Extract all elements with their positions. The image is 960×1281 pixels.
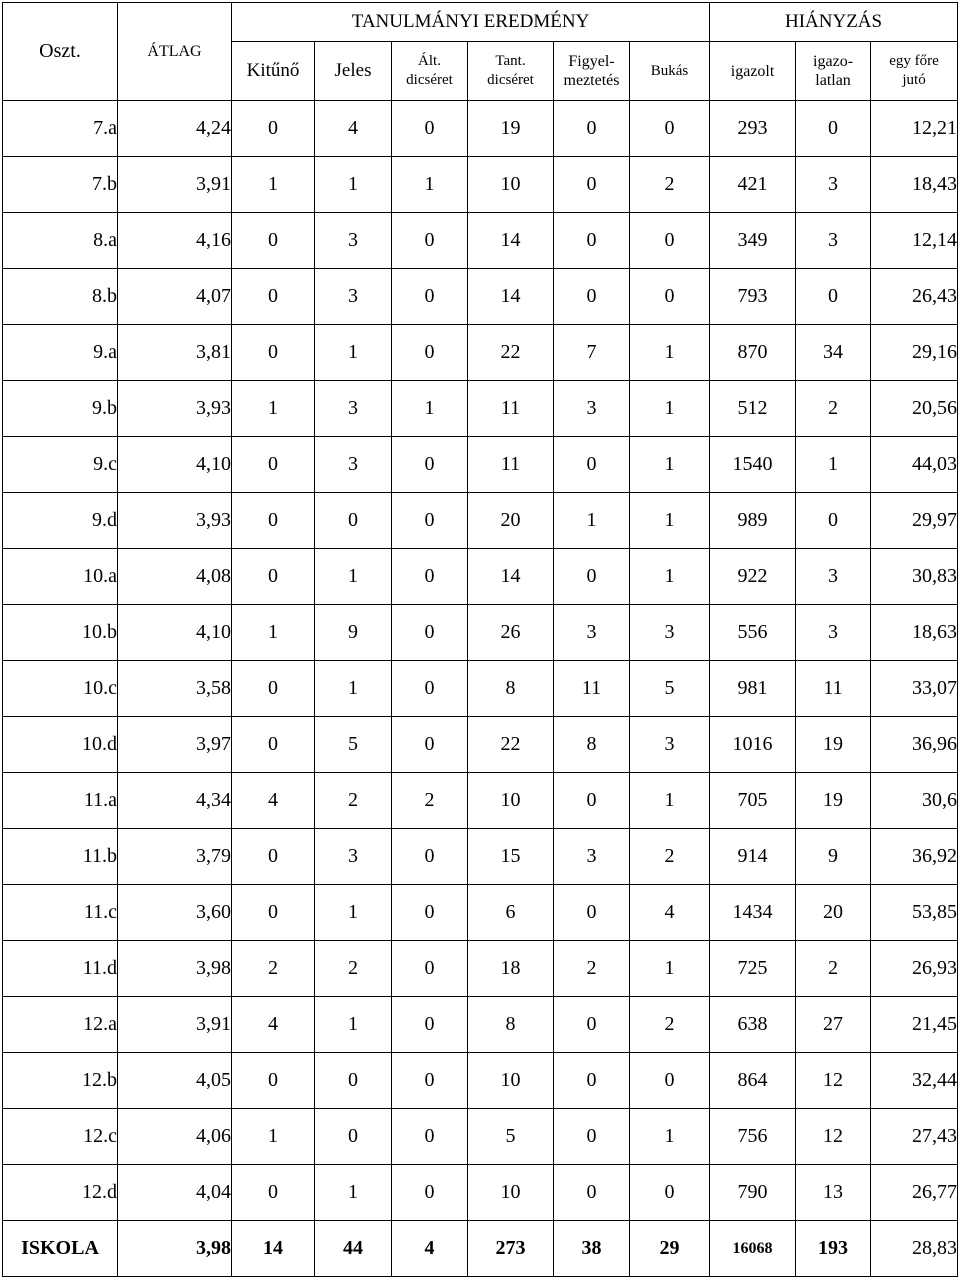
cell-tant-dicseret: 10: [468, 1053, 554, 1109]
cell-igazolatlan: 34: [796, 325, 871, 381]
cell-tant-dicseret: 10: [468, 773, 554, 829]
header-kituno: Kitűnő: [232, 42, 315, 101]
cell-igazolt: 638: [710, 997, 796, 1053]
cell-kituno: 0: [232, 717, 315, 773]
header-class: Oszt.: [3, 3, 118, 101]
cell-figyelmeztetes: 3: [554, 381, 630, 437]
cell-bukas: 1: [630, 325, 710, 381]
cell-alt-dicseret: 0: [392, 605, 468, 661]
cell-egy-fore-juto: 29,16: [871, 325, 958, 381]
cell-bukas: 5: [630, 661, 710, 717]
cell-igazolt: 725: [710, 941, 796, 997]
header-jeles: Jeles: [315, 42, 392, 101]
cell-figyelmeztetes: 11: [554, 661, 630, 717]
cell-egy-fore-juto: 33,07: [871, 661, 958, 717]
table-row: [3, 325, 958, 381]
cell-tant-dicseret: 18: [468, 941, 554, 997]
cell-jeles: 3: [315, 213, 392, 269]
cell-kituno: 0: [232, 549, 315, 605]
cell-average: 4,10: [118, 437, 232, 493]
cell-jeles: 2: [315, 773, 392, 829]
cell-bukas: 1: [630, 549, 710, 605]
cell-igazolatlan: 27: [796, 997, 871, 1053]
cell-igazolatlan: 0: [796, 269, 871, 325]
cell-igazolatlan: 20: [796, 885, 871, 941]
cell-figyelmeztetes: 7: [554, 325, 630, 381]
cell-jeles: 1: [315, 325, 392, 381]
cell-average: 3,98: [118, 941, 232, 997]
table-row: [3, 1165, 958, 1221]
cell-class: 8.b: [3, 269, 118, 325]
cell-average: 4,06: [118, 1109, 232, 1165]
cell-igazolt: 756: [710, 1109, 796, 1165]
cell-igazolt: 293: [710, 101, 796, 157]
cell-egy-fore-juto: 30,6: [871, 773, 958, 829]
cell-bukas: 2: [630, 157, 710, 213]
cell-igazolt: 790: [710, 1165, 796, 1221]
cell-class: 9.c: [3, 437, 118, 493]
cell-figyelmeztetes: 38: [554, 1221, 630, 1277]
header-absences: HIÁNYZÁS: [710, 3, 958, 42]
header-egy-fore-juto: [871, 42, 958, 101]
cell-tant-dicseret: 273: [468, 1221, 554, 1277]
header-bukas: Bukás: [630, 42, 710, 101]
cell-class: 10.d: [3, 717, 118, 773]
header-tant-dicseret-line2: dicséret: [487, 72, 534, 88]
cell-bukas: 2: [630, 997, 710, 1053]
cell-igazolt: 981: [710, 661, 796, 717]
cell-tant-dicseret: 14: [468, 213, 554, 269]
table-row: [3, 493, 958, 549]
cell-bukas: 1: [630, 437, 710, 493]
cell-alt-dicseret: 4: [392, 1221, 468, 1277]
cell-kituno: 4: [232, 773, 315, 829]
header-egy-fore-line2: jutó: [902, 72, 926, 88]
table-row: [3, 1053, 958, 1109]
cell-alt-dicseret: 0: [392, 269, 468, 325]
cell-average: 3,81: [118, 325, 232, 381]
cell-jeles: 9: [315, 605, 392, 661]
cell-class: 9.d: [3, 493, 118, 549]
table-row: [3, 829, 958, 885]
table-row: [3, 717, 958, 773]
cell-bukas: 1: [630, 493, 710, 549]
cell-kituno: 4: [232, 997, 315, 1053]
cell-egy-fore-juto: 26,43: [871, 269, 958, 325]
cell-figyelmeztetes: 0: [554, 549, 630, 605]
cell-average: 4,07: [118, 269, 232, 325]
cell-kituno: 0: [232, 325, 315, 381]
cell-kituno: 0: [232, 437, 315, 493]
cell-kituno: 0: [232, 829, 315, 885]
table-row: [3, 605, 958, 661]
cell-egy-fore-juto: 36,92: [871, 829, 958, 885]
cell-tant-dicseret: 22: [468, 325, 554, 381]
header-igazolatlan: [796, 42, 871, 101]
cell-igazolatlan: 19: [796, 773, 871, 829]
cell-jeles: 1: [315, 549, 392, 605]
cell-figyelmeztetes: 0: [554, 885, 630, 941]
cell-average: 3,91: [118, 997, 232, 1053]
cell-tant-dicseret: 5: [468, 1109, 554, 1165]
cell-jeles: 0: [315, 493, 392, 549]
cell-bukas: 3: [630, 605, 710, 661]
cell-egy-fore-juto: 21,45: [871, 997, 958, 1053]
cell-egy-fore-juto: 12,21: [871, 101, 958, 157]
cell-kituno: 1: [232, 605, 315, 661]
header-row-groups: [3, 3, 958, 42]
cell-class: 10.c: [3, 661, 118, 717]
cell-bukas: 4: [630, 885, 710, 941]
header-igazolatlan-line2: latlan: [815, 72, 851, 89]
cell-igazolatlan: 3: [796, 605, 871, 661]
cell-egy-fore-juto: 12,14: [871, 213, 958, 269]
cell-egy-fore-juto: 26,93: [871, 941, 958, 997]
cell-bukas: 0: [630, 1053, 710, 1109]
cell-jeles: 2: [315, 941, 392, 997]
cell-alt-dicseret: 0: [392, 101, 468, 157]
cell-average: 3,93: [118, 381, 232, 437]
cell-tant-dicseret: 14: [468, 269, 554, 325]
cell-alt-dicseret: 0: [392, 941, 468, 997]
cell-igazolatlan: 3: [796, 549, 871, 605]
cell-igazolatlan: 11: [796, 661, 871, 717]
cell-igazolt: 16068: [710, 1221, 796, 1277]
table-row: [3, 997, 958, 1053]
cell-alt-dicseret: 1: [392, 157, 468, 213]
cell-igazolatlan: 2: [796, 941, 871, 997]
cell-class: 11.b: [3, 829, 118, 885]
cell-igazolt: 870: [710, 325, 796, 381]
cell-class: 8.a: [3, 213, 118, 269]
cell-kituno: 14: [232, 1221, 315, 1277]
cell-igazolatlan: 12: [796, 1053, 871, 1109]
cell-jeles: 1: [315, 997, 392, 1053]
cell-igazolt: 989: [710, 493, 796, 549]
cell-class: 9.b: [3, 381, 118, 437]
cell-jeles: 3: [315, 269, 392, 325]
table-row-total: [3, 1221, 958, 1277]
header-alt-dicseret-line2: dicséret: [406, 72, 453, 88]
table-row: [3, 1109, 958, 1165]
header-igazolatlan-line1: igazo-: [813, 53, 854, 70]
cell-jeles: 0: [315, 1109, 392, 1165]
cell-igazolatlan: 9: [796, 829, 871, 885]
cell-alt-dicseret: 0: [392, 885, 468, 941]
cell-class: 7.b: [3, 157, 118, 213]
cell-alt-dicseret: 0: [392, 1165, 468, 1221]
cell-bukas: 1: [630, 941, 710, 997]
cell-average: 3,58: [118, 661, 232, 717]
cell-average: 4,08: [118, 549, 232, 605]
cell-tant-dicseret: 8: [468, 997, 554, 1053]
header-tant-dicseret-line1: Tant.: [495, 53, 526, 69]
cell-egy-fore-juto: 26,77: [871, 1165, 958, 1221]
cell-igazolatlan: 2: [796, 381, 871, 437]
cell-alt-dicseret: 0: [392, 437, 468, 493]
cell-alt-dicseret: 0: [392, 493, 468, 549]
results-table: [2, 2, 958, 1277]
table-body: [3, 101, 958, 1277]
cell-tant-dicseret: 15: [468, 829, 554, 885]
cell-class: ISKOLA: [3, 1221, 118, 1277]
cell-figyelmeztetes: 2: [554, 941, 630, 997]
cell-tant-dicseret: 11: [468, 437, 554, 493]
cell-figyelmeztetes: 3: [554, 605, 630, 661]
cell-average: 4,10: [118, 605, 232, 661]
header-figyelmeztetes: [554, 42, 630, 101]
cell-jeles: 1: [315, 157, 392, 213]
cell-kituno: 0: [232, 1053, 315, 1109]
cell-figyelmeztetes: 0: [554, 157, 630, 213]
cell-jeles: 3: [315, 437, 392, 493]
cell-average: 3,93: [118, 493, 232, 549]
cell-kituno: 2: [232, 941, 315, 997]
cell-figyelmeztetes: 0: [554, 997, 630, 1053]
cell-jeles: 0: [315, 1053, 392, 1109]
cell-figyelmeztetes: 0: [554, 1053, 630, 1109]
cell-egy-fore-juto: 30,83: [871, 549, 958, 605]
cell-bukas: 0: [630, 269, 710, 325]
cell-alt-dicseret: 0: [392, 325, 468, 381]
table-row: [3, 213, 958, 269]
header-alt-dicseret-line1: Ált.: [418, 53, 441, 69]
cell-egy-fore-juto: 20,56: [871, 381, 958, 437]
header-alt-dicseret: [392, 42, 468, 101]
cell-class: 9.a: [3, 325, 118, 381]
cell-kituno: 0: [232, 661, 315, 717]
cell-igazolatlan: 13: [796, 1165, 871, 1221]
cell-class: 7.a: [3, 101, 118, 157]
cell-class: 11.d: [3, 941, 118, 997]
cell-bukas: 0: [630, 1165, 710, 1221]
cell-jeles: 3: [315, 829, 392, 885]
cell-average: 4,24: [118, 101, 232, 157]
cell-igazolt: 864: [710, 1053, 796, 1109]
cell-alt-dicseret: 0: [392, 997, 468, 1053]
cell-bukas: 0: [630, 101, 710, 157]
cell-tant-dicseret: 10: [468, 157, 554, 213]
cell-egy-fore-juto: 29,97: [871, 493, 958, 549]
cell-bukas: 1: [630, 381, 710, 437]
cell-figyelmeztetes: 0: [554, 1109, 630, 1165]
cell-tant-dicseret: 22: [468, 717, 554, 773]
cell-figyelmeztetes: 0: [554, 269, 630, 325]
cell-kituno: 0: [232, 101, 315, 157]
cell-kituno: 0: [232, 1165, 315, 1221]
cell-alt-dicseret: 0: [392, 661, 468, 717]
cell-egy-fore-juto: 53,85: [871, 885, 958, 941]
cell-bukas: 0: [630, 213, 710, 269]
cell-tant-dicseret: 8: [468, 661, 554, 717]
table-row: [3, 437, 958, 493]
cell-alt-dicseret: 2: [392, 773, 468, 829]
cell-class: 11.a: [3, 773, 118, 829]
cell-jeles: 1: [315, 1165, 392, 1221]
header-figyelmeztetes-line1: Figyel-: [568, 53, 615, 70]
cell-kituno: 0: [232, 493, 315, 549]
cell-egy-fore-juto: 18,63: [871, 605, 958, 661]
cell-class: 12.a: [3, 997, 118, 1053]
table-row: [3, 157, 958, 213]
cell-alt-dicseret: 0: [392, 213, 468, 269]
cell-alt-dicseret: 0: [392, 717, 468, 773]
cell-figyelmeztetes: 0: [554, 773, 630, 829]
cell-egy-fore-juto: 32,44: [871, 1053, 958, 1109]
table-row: [3, 661, 958, 717]
table-row: [3, 773, 958, 829]
cell-igazolt: 349: [710, 213, 796, 269]
cell-alt-dicseret: 0: [392, 1109, 468, 1165]
cell-igazolt: 914: [710, 829, 796, 885]
cell-alt-dicseret: 1: [392, 381, 468, 437]
cell-kituno: 1: [232, 1109, 315, 1165]
cell-igazolatlan: 193: [796, 1221, 871, 1277]
cell-average: 4,05: [118, 1053, 232, 1109]
cell-figyelmeztetes: 0: [554, 1165, 630, 1221]
cell-tant-dicseret: 6: [468, 885, 554, 941]
cell-bukas: 1: [630, 773, 710, 829]
cell-egy-fore-juto: 36,96: [871, 717, 958, 773]
cell-average: 3,98: [118, 1221, 232, 1277]
header-tant-dicseret: [468, 42, 554, 101]
cell-tant-dicseret: 10: [468, 1165, 554, 1221]
cell-jeles: 44: [315, 1221, 392, 1277]
cell-tant-dicseret: 11: [468, 381, 554, 437]
cell-average: 3,60: [118, 885, 232, 941]
cell-bukas: 2: [630, 829, 710, 885]
cell-class: 12.d: [3, 1165, 118, 1221]
cell-igazolatlan: 0: [796, 101, 871, 157]
cell-kituno: 0: [232, 269, 315, 325]
cell-class: 12.c: [3, 1109, 118, 1165]
cell-igazolt: 705: [710, 773, 796, 829]
cell-jeles: 5: [315, 717, 392, 773]
cell-igazolt: 556: [710, 605, 796, 661]
cell-igazolt: 1434: [710, 885, 796, 941]
cell-egy-fore-juto: 28,83: [871, 1221, 958, 1277]
table-row: [3, 269, 958, 325]
cell-igazolatlan: 3: [796, 213, 871, 269]
table-row: [3, 381, 958, 437]
cell-kituno: 0: [232, 885, 315, 941]
cell-tant-dicseret: 26: [468, 605, 554, 661]
cell-igazolt: 512: [710, 381, 796, 437]
cell-class: 12.b: [3, 1053, 118, 1109]
cell-average: 4,04: [118, 1165, 232, 1221]
header-average: ÁTLAG: [118, 3, 232, 101]
table-row: [3, 549, 958, 605]
cell-jeles: 1: [315, 885, 392, 941]
table-row: [3, 941, 958, 997]
cell-egy-fore-juto: 27,43: [871, 1109, 958, 1165]
cell-bukas: 1: [630, 1109, 710, 1165]
cell-average: 4,16: [118, 213, 232, 269]
cell-egy-fore-juto: 18,43: [871, 157, 958, 213]
cell-igazolatlan: 1: [796, 437, 871, 493]
cell-kituno: 0: [232, 213, 315, 269]
cell-tant-dicseret: 19: [468, 101, 554, 157]
cell-average: 3,91: [118, 157, 232, 213]
cell-egy-fore-juto: 44,03: [871, 437, 958, 493]
cell-class: 11.c: [3, 885, 118, 941]
cell-average: 4,34: [118, 773, 232, 829]
cell-igazolt: 421: [710, 157, 796, 213]
table-row: [3, 101, 958, 157]
cell-average: 3,97: [118, 717, 232, 773]
header-academic-results: TANULMÁNYI EREDMÉNY: [232, 3, 710, 42]
cell-tant-dicseret: 20: [468, 493, 554, 549]
cell-figyelmeztetes: 0: [554, 213, 630, 269]
cell-alt-dicseret: 0: [392, 1053, 468, 1109]
cell-jeles: 3: [315, 381, 392, 437]
cell-alt-dicseret: 0: [392, 549, 468, 605]
cell-igazolt: 1540: [710, 437, 796, 493]
cell-igazolt: 793: [710, 269, 796, 325]
cell-figyelmeztetes: 0: [554, 101, 630, 157]
cell-kituno: 1: [232, 381, 315, 437]
cell-figyelmeztetes: 0: [554, 437, 630, 493]
cell-figyelmeztetes: 1: [554, 493, 630, 549]
cell-class: 10.a: [3, 549, 118, 605]
header-igazolt: igazolt: [710, 42, 796, 101]
cell-average: 3,79: [118, 829, 232, 885]
cell-bukas: 29: [630, 1221, 710, 1277]
table-row: [3, 885, 958, 941]
cell-igazolt: 922: [710, 549, 796, 605]
header-egy-fore-line1: egy főre: [889, 53, 939, 69]
cell-kituno: 1: [232, 157, 315, 213]
cell-class: 10.b: [3, 605, 118, 661]
cell-igazolatlan: 12: [796, 1109, 871, 1165]
cell-jeles: 4: [315, 101, 392, 157]
cell-igazolatlan: 19: [796, 717, 871, 773]
cell-igazolatlan: 0: [796, 493, 871, 549]
cell-bukas: 3: [630, 717, 710, 773]
header-figyelmeztetes-line2: meztetés: [563, 72, 620, 89]
cell-figyelmeztetes: 3: [554, 829, 630, 885]
cell-jeles: 1: [315, 661, 392, 717]
cell-igazolatlan: 3: [796, 157, 871, 213]
cell-alt-dicseret: 0: [392, 829, 468, 885]
cell-igazolt: 1016: [710, 717, 796, 773]
cell-tant-dicseret: 14: [468, 549, 554, 605]
cell-figyelmeztetes: 8: [554, 717, 630, 773]
